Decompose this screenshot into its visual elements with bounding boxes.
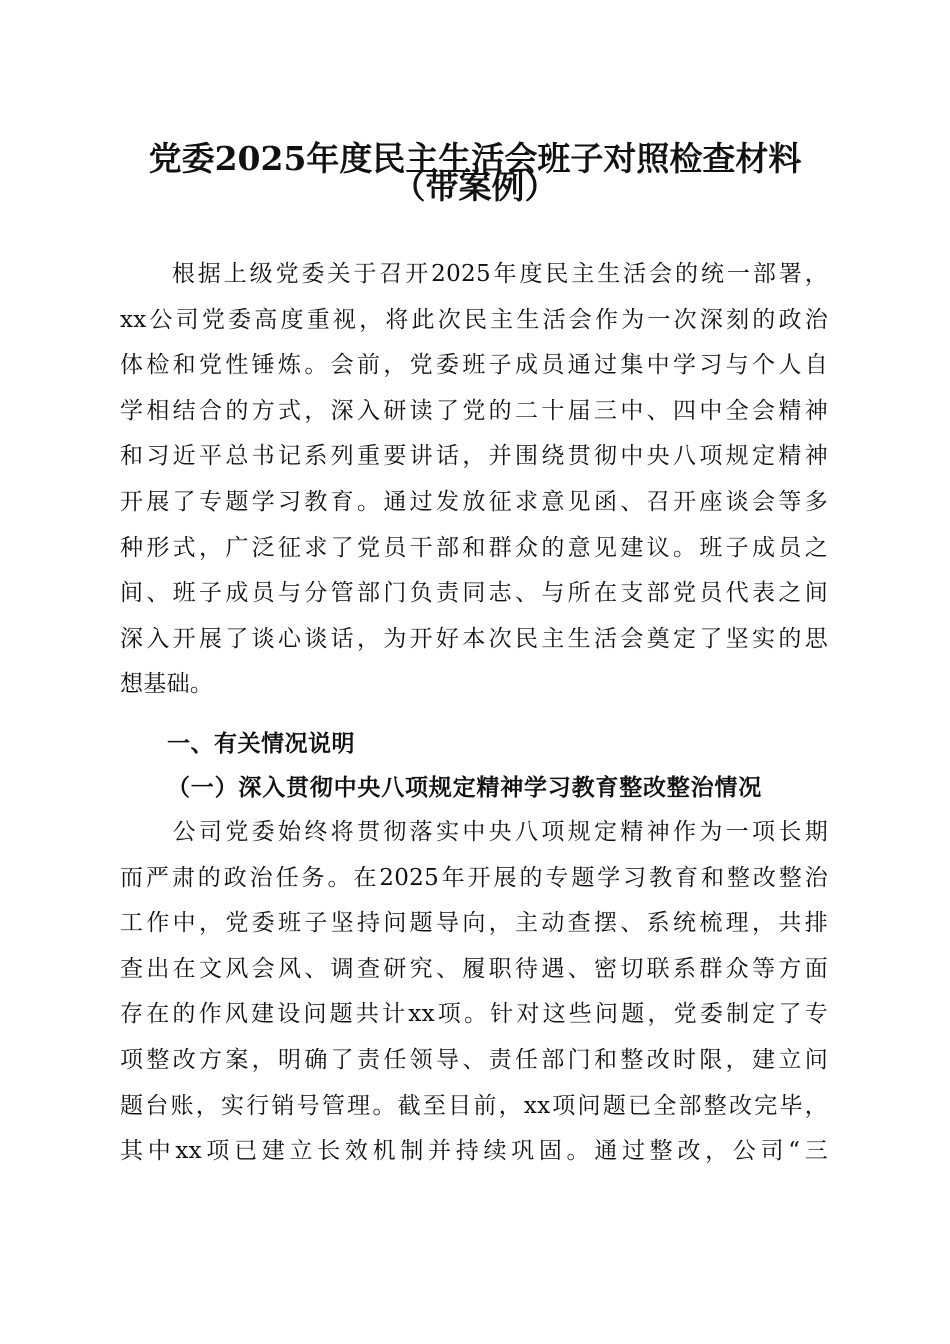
paragraph-line: 间、班子成员与分管部门负责同志、与所在支部党员代表之间 [120, 580, 828, 607]
section-heading: 一、有关情况说明 [167, 731, 355, 757]
paragraph-line: 而严肃的政治任务。在2025年开展的专题学习教育和整改整治 [120, 864, 828, 891]
paragraph-line: 存在的作风建设问题共计xx项。针对这些问题，党委制定了专 [120, 1001, 828, 1028]
section-paragraph [120, 810, 828, 1175]
subsection-heading: （一）深入贯彻中央八项规定精神学习教育整改整治情况 [167, 774, 762, 801]
paragraph-line: 根据上级党委关于召开2025年度民主生活会的统一部署， [120, 261, 828, 287]
paragraph-line: 学相结合的方式，深入研读了党的二十届三中、四中全会精神 [120, 397, 828, 424]
paragraph-line: 工作中，党委班子坚持问题导向，主动查摆、系统梳理，共排 [120, 910, 828, 937]
paragraph-line: 想基础。 [120, 671, 214, 698]
paragraph-line: 题台账，实行销号管理。截至目前，xx项问题已全部整改完毕， [120, 1092, 828, 1119]
intro-paragraph [120, 252, 828, 708]
paragraph-line: 项整改方案，明确了责任领导、责任部门和整改时限，建立问 [120, 1046, 828, 1073]
paragraph-line: 开展了专题学习教育。通过发放征求意见函、召开座谈会等多 [120, 488, 828, 515]
paragraph-line: 种形式，广泛征求了党员干部和群众的意见建议。班子成员之 [120, 534, 828, 561]
document-title: 党委2025年度民主生活会班子对照检查材料 [148, 139, 802, 178]
paragraph-line: 查出在文风会风、调查研究、履职待遇、密切联系群众等方面 [120, 955, 828, 982]
paragraph-line: 深入开展了谈心谈话，为开好本次民主生活会奠定了坚实的思 [120, 625, 828, 652]
paragraph-line: 公司党委始终将贯彻落实中央八项规定精神作为一项长期 [120, 819, 828, 845]
paragraph-line: 体检和党性锤炼。会前，党委班子成员通过集中学习与个人自 [120, 352, 828, 379]
document-subtitle: （带案例） [392, 167, 558, 206]
paragraph-line: 和习近平总书记系列重要讲话，并围绕贯彻中央八项规定精神 [120, 443, 828, 470]
paragraph-line: xx公司党委高度重视，将此次民主生活会作为一次深刻的政治 [120, 306, 828, 333]
paragraph-line: 其中xx项已建立长效机制并持续巩固。通过整改，公司“三 [120, 1138, 828, 1165]
